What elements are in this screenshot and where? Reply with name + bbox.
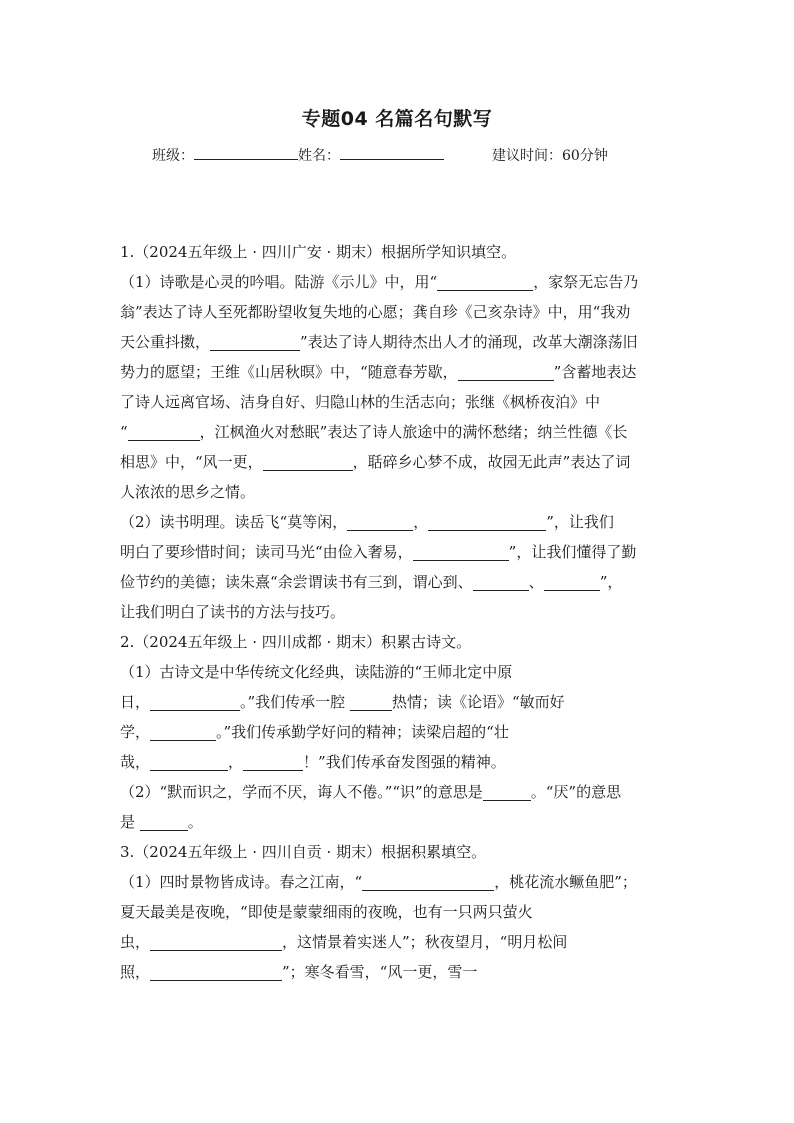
question-line [120, 327, 680, 357]
question-line [120, 627, 680, 657]
line-text: ，桃花流水鳜鱼肥”； [494, 873, 637, 891]
answer-blank[interactable] [473, 573, 529, 591]
line-text: ！”我们传承奋发图强的精神。 [303, 753, 506, 771]
answer-blank[interactable] [413, 543, 509, 561]
line-text: 相思》中，“风一更， [120, 453, 263, 471]
line-text: 明白了要珍惜时间；读司马光“由俭入奢易， [120, 543, 413, 561]
question-line [120, 537, 680, 567]
line-text: 。”我们传承一腔 [240, 693, 350, 711]
line-text: 、 [528, 573, 544, 591]
line-text: 夏天最美是夜晚，“即使是蒙蒙细雨的夜晚，也有一只两只萤火 [120, 903, 533, 921]
question-line [120, 597, 680, 627]
line-text: ”含蓄地表达 [553, 363, 637, 381]
question-line [120, 837, 680, 867]
answer-blank[interactable] [362, 873, 494, 891]
answer-blank[interactable] [544, 573, 600, 591]
line-text: 是 [120, 813, 140, 831]
line-text: 。“厌”的意思 [530, 783, 622, 801]
student-info-line [152, 145, 608, 165]
question-line [120, 297, 680, 327]
question-line [120, 747, 680, 777]
line-text: 虫， [120, 933, 151, 951]
question-line [120, 267, 680, 297]
line-text: （1）诗歌是心灵的吟唱。陆游《示儿》中，用“ [120, 273, 438, 291]
answer-blank[interactable] [128, 423, 200, 441]
line-text: （2）读书明理。读岳飞“莫等闲， [120, 513, 348, 531]
answer-blank[interactable] [150, 753, 228, 771]
line-text: 人浓浓的思乡之情。 [120, 483, 256, 501]
question-line [120, 867, 680, 897]
line-text: ”；寒冬看雪，“风一更，雪一 [282, 963, 478, 981]
line-text: ， [413, 513, 429, 531]
page-title: 专题04 名篇名句默写 [301, 108, 493, 130]
line-text: “ [120, 423, 128, 441]
answer-blank[interactable] [150, 963, 282, 981]
answer-blank[interactable] [350, 693, 392, 711]
answer-blank[interactable] [150, 723, 216, 741]
question-line [120, 687, 680, 717]
line-text: 势力的愿望；王维《山居秋暝》中，“随意春芳歇， [120, 363, 458, 381]
line-text: 翁”表达了诗人至死都盼望收复失地的心愿；龚自珍《己亥杂诗》中，用“我劝 [120, 303, 631, 321]
question-line [120, 657, 680, 687]
line-text: ”，让我们 [546, 513, 614, 531]
line-text: 日， [120, 693, 151, 711]
question-line [120, 387, 680, 417]
question-line [120, 357, 680, 387]
name-blank[interactable] [340, 145, 444, 160]
line-text: 哉， [120, 753, 151, 771]
question-line [120, 477, 680, 507]
suggested-time: 建议时间：60分钟 [492, 148, 608, 164]
line-text: 俭节约的美德；读朱熹“余尝谓读书有三到，谓心到、 [120, 573, 473, 591]
answer-blank[interactable] [210, 333, 300, 351]
question-line [120, 237, 680, 267]
question-line [120, 897, 680, 927]
answer-blank[interactable] [150, 693, 240, 711]
answer-blank[interactable] [263, 453, 353, 471]
line-text: 1.（2024五年级上 · 四川广安 · 期末）根据所学知识填空。 [120, 243, 517, 261]
line-text: ，这情景着实迷人”；秋夜望月，“明月松间 [282, 933, 568, 951]
line-text: ，江枫渔火对愁眠”表达了诗人旅途中的满怀愁绪；纳兰性德《长 [199, 423, 628, 441]
answer-blank[interactable] [150, 933, 282, 951]
line-text: 让我们明白了读书的方法与技巧。 [120, 603, 346, 621]
answer-blank[interactable] [437, 273, 533, 291]
line-text: ，家祭无忘告乃 [533, 273, 639, 291]
question-line [120, 507, 680, 537]
question-line [120, 957, 680, 987]
answer-blank[interactable] [347, 513, 413, 531]
answer-blank[interactable] [483, 783, 531, 801]
line-text: ”，让我们懂得了勤 [508, 543, 637, 561]
answer-blank[interactable] [140, 813, 188, 831]
line-text: 。 [187, 813, 203, 831]
question-line [120, 777, 680, 807]
name-label: 姓名： [298, 148, 340, 164]
question-line [120, 567, 680, 597]
question-line [120, 447, 680, 477]
question-line [120, 927, 680, 957]
line-text: 天公重抖擞， [120, 333, 211, 351]
class-blank[interactable] [194, 145, 298, 160]
answer-blank[interactable] [428, 513, 546, 531]
question-line [120, 807, 680, 837]
line-text: ，聒碎乡心梦不成，故园无此声”表达了词 [352, 453, 631, 471]
line-text: ， [228, 753, 244, 771]
class-label: 班级： [152, 148, 194, 164]
question-content [120, 237, 680, 987]
line-text: （1）古诗文是中华传统文化经典，读陆游的“王师北定中原 [120, 663, 513, 681]
line-text: 热情；读《论语》“敏而好 [391, 693, 565, 711]
line-text: 2.（2024五年级上 · 四川成都 · 期末）积累古诗文。 [120, 633, 472, 651]
line-text: （1）四时景物皆成诗。春之江南，“ [120, 873, 363, 891]
line-text: 照， [120, 963, 151, 981]
line-text: ”表达了诗人期待杰出人才的涌现，改革大潮涤荡旧 [300, 333, 638, 351]
line-text: 学， [120, 723, 151, 741]
line-text: 3.（2024五年级上 · 四川自贡 · 期末）根据积累填空。 [120, 843, 487, 861]
answer-blank[interactable] [243, 753, 303, 771]
line-text: （2）“默而识之，学而不厌，诲人不倦。”“识”的意思是 [120, 783, 483, 801]
question-line [120, 417, 680, 447]
line-text: 了诗人远离官场、洁身自好、归隐山林的生活志向；张继《枫桥夜泊》中 [120, 393, 601, 411]
question-line [120, 717, 680, 747]
line-text: ”， [599, 573, 623, 591]
line-text: 。”我们传承勤学好问的精神；读梁启超的“壮 [216, 723, 509, 741]
answer-blank[interactable] [458, 363, 554, 381]
